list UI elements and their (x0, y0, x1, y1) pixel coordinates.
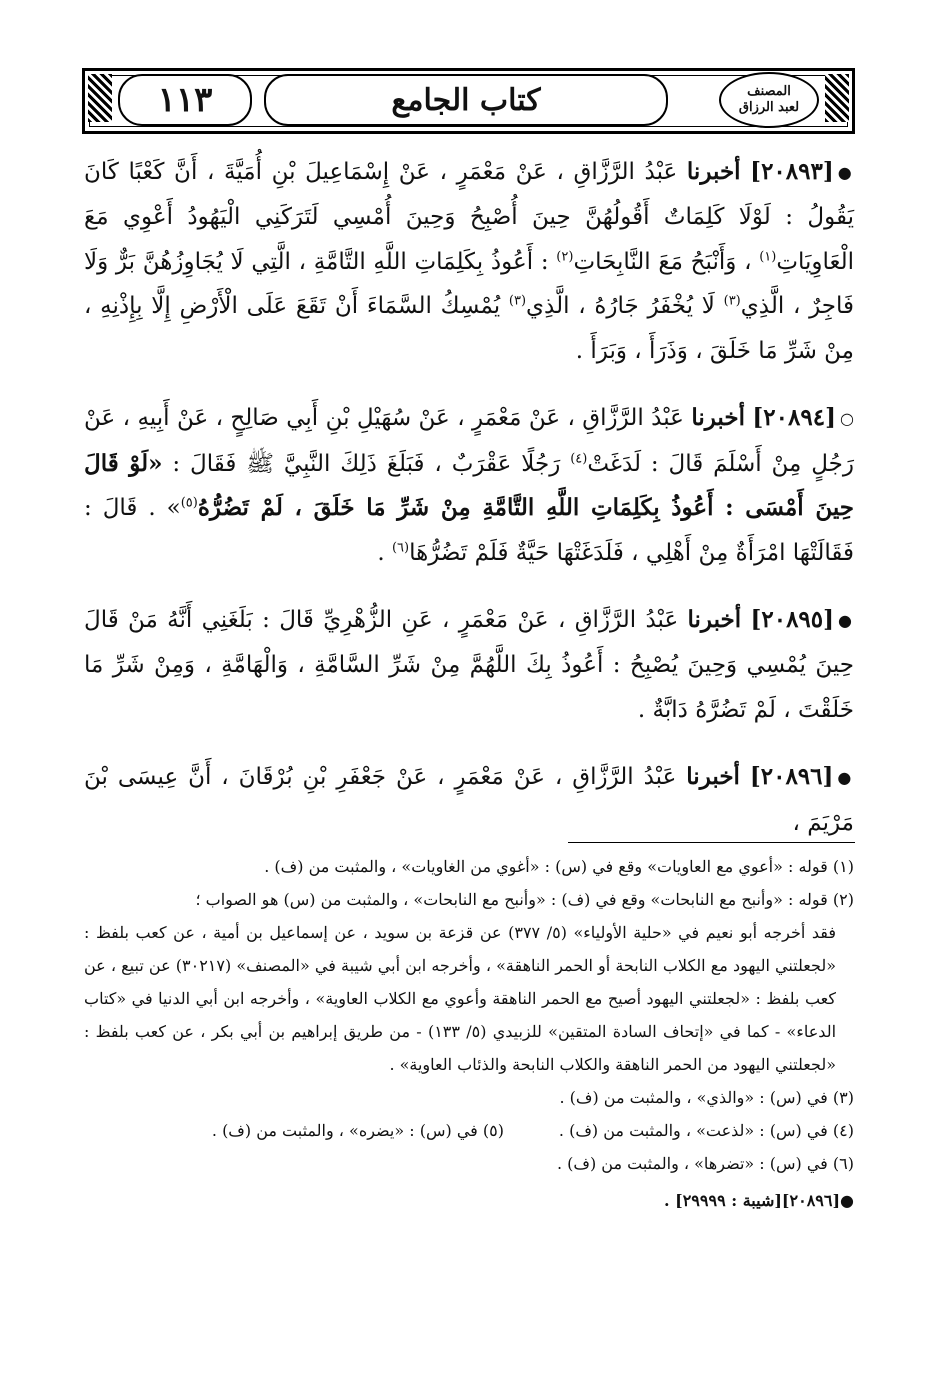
hadith-text: عَبْدُ الرَّزَّاقِ ، عَنْ مَعْمَرٍ ، عَنْ سُهَيْلِ بْنِ أَبِي صَالِحٍ ، عَنْ أَبِيهِ ، عَنْ رَجُلٍ مِنْ أَسْلَمَ قَالَ : لَدَغَتْ (84, 405, 854, 477)
book-title-box (264, 74, 668, 126)
footnote-2-body: فقد أخرجه أبو نعيم في «حلية الأولياء» (٥/ ٣٧٧) عن قزعة بن سويد ، عن إسماعيل بن أمية ، عن كعب بلفظ : «لجعلتني اليهود مع الكلاب النابحة أو الحمر الناهقة» ، وأخرجه ابن أبي شيبة في «المصنف» (٣٠٢١٧) عن تبيع ، عن كعب بلفظ : «لجعلتني اليهود أصيح مع الحمر الناهقة وأعوي مع الكلاب العاوية» ، وأخرجه ابن أبي الدنيا في «كتاب الدعاء» - كما في «إتحاف السادة المتقين» للزبيدي (٥/ ١٣٣) - من طريق إبراهيم بن أبي بكر ، عن كعب بلفظ : «لجعلتني اليهود من الحمر الناهقة والكلاب النابحة والذئاب العاوية» . (84, 923, 837, 1074)
hadith-marker: ○ (839, 409, 855, 428)
footnote-1: (١) قوله : «أعوي مع العاويات» وقع في (س) : «أغوي من الغاويات» ، والمثبت من (ف) . (264, 857, 854, 876)
akhbarana: أخبرنا (687, 606, 742, 633)
hadith-20893 (84, 150, 854, 373)
book-title: كتاب الجامع (391, 82, 541, 118)
page-number-box (118, 74, 252, 126)
page-number: ١١٣ (157, 80, 213, 120)
hadith-number: [٢٠٨٩٦] (749, 763, 834, 791)
header-ornament-left (88, 74, 112, 122)
footnote-row (84, 1114, 854, 1147)
hadith-20894 (84, 396, 854, 575)
hadith-text: عَبْدُ الرَّزَّاقِ ، عَنْ مَعْمَرٍ ، عَنِ الزُّهْرِيِّ قَالَ : بَلَغَنِي أَنَّهُ مَنْ قَالَ حِينَ يُمْسِي وَحِينَ يُصْبِحُ : أَعُوذُ بِكَ اللَّهُمَّ مِنْ شَرِّ السَّامَّةِ ، وَالْهَامَّةِ ، وَمِنْ شَرِّ مَا خَلَقْتَ ، لَمْ تَضُرَّهُ دَابَّةٌ . (84, 607, 854, 723)
footnote-ref[interactable]: (٣) (723, 293, 741, 309)
footnote-ref[interactable]: (١) (759, 249, 777, 265)
hadith-text: يُمْسِكُ السَّمَاءَ أَنْ تَقَعَ عَلَى الْأَرْضِ إِلَّا بِإِذْنِهِ ، مِنْ شَرِّ مَا خَلَقَ ، وَذَرَأَ ، وَبَرَأَ . (84, 293, 854, 364)
hadith-text: عَبْدُ الرَّزَّاقِ ، عَنْ مَعْمَرٍ ، عَنْ إِسْمَاعِيلَ بْنِ أُمَيَّةَ ، أَنَّ كَعْبًا كَانَ يَقُولُ : لَوْلَا كَلِمَاتٌ أَقُولُهُنَّ حِينَ أُصْبِحُ وَحِينَ أُمْسِي لَتَرَكَنِي الْيَهُودُ أَعْوِي مَعَ الْعَاوِيَاتِ (84, 159, 855, 275)
logo-line-1: المصنف (747, 84, 791, 99)
footnotes (84, 850, 854, 1217)
page-header (82, 68, 855, 134)
hadith-20895 (84, 598, 854, 732)
hadith-number: [٢٠٨٩٣] (750, 158, 834, 185)
footnote-4: (٤) في (س) : «لذعت» ، والمثبت من (ف) . (558, 1121, 854, 1140)
hadith-marker: ● (838, 610, 854, 630)
source-reference: ●[٢٠٨٩٦][شيبة : ٢٩٩٩٩] . (663, 1191, 854, 1210)
footnote-3: (٣) في (س) : «والذي» ، والمثبت من (ف) . (559, 1088, 854, 1107)
hadith-marker: ● (837, 768, 854, 787)
footnote-ref[interactable]: (٥) (180, 495, 198, 511)
prophetic-quote: «لَوْ قَالَ حِينَ أَمْسَى : أَعُوذُ بِكَلِمَاتِ اللَّهِ التَّامَّةِ مِنْ شَرِّ مَا خَلَقَ ، لَمْ تَضُرُّهُ (84, 449, 854, 521)
hadith-text: رَجُلًا عَقْرَبٌ ، فَبَلَغَ ذَلِكَ النَّبِيَّ ﷺ فَقَالَ : (172, 450, 561, 477)
hadith-text: . (377, 539, 385, 566)
footnote-ref[interactable]: (٦) (391, 539, 410, 555)
publisher-logo (719, 72, 819, 128)
akhbarana: أخبرنا (686, 158, 741, 185)
footnote-6: (٦) في (س) : «تضرها» ، والمثبت من (ف) . (556, 1154, 854, 1173)
akhbarana: أخبرنا (691, 404, 745, 432)
hadith-20896 (84, 755, 854, 845)
footnote-ref[interactable]: (٢) (556, 249, 574, 265)
header-ornament-right (825, 74, 849, 122)
hadith-text: » . قَالَ : فَقَالَتْهَا امْرَأَةٌ مِنْ أَهْلِي ، فَلَدَغَتْهَا حَيَّةٌ فَلَمْ تَضُرُّهَا (84, 495, 854, 566)
footnote-5: (٥) في (س) : «يضره» ، والمثبت من (ف) . (211, 1121, 504, 1140)
main-text (84, 150, 854, 859)
hadith-text: : أَعُوذُ بِكَلِمَاتِ اللَّهِ التَّامَّةِ ، الَّتِي لَا يُجَاوِزُهُنَّ بَرٌّ وَلَا فَاجِرٌ ، الَّذِي (84, 248, 854, 320)
footnote-2-head: (٢) قوله : «وأنبح مع النابحات» وقع في (ف) : «وأنبح مع النابحات» ، والمثبت من (س) هو الصواب ؛ (195, 890, 854, 909)
footnote-ref[interactable]: (٣) (508, 293, 527, 309)
akhbarana: أخبرنا (686, 763, 740, 791)
footnote-divider (568, 842, 855, 843)
logo-line-2: لعبد الرزاق (738, 100, 800, 115)
hadith-number: [٢٠٨٩٥] (750, 606, 835, 633)
hadith-text: لَا يُخْفَرُ جَارُهُ ، الَّذِي (526, 293, 715, 320)
hadith-text: ، وَأَنْبَحُ مَعَ النَّابِحَاتِ (573, 248, 752, 275)
footnote-ref[interactable]: (٤) (570, 450, 588, 466)
hadith-text: عَبْدُ الرَّزَّاقِ ، عَنْ مَعْمَرٍ ، عَنْ جَعْفَرِ بْنِ بُرْقَانَ ، أَنَّ عِيسَى بْنَ مَرْيَمَ ، (84, 764, 854, 836)
hadith-number: [٢٠٨٩٤] (752, 404, 836, 432)
hadith-marker: ● (837, 162, 854, 182)
